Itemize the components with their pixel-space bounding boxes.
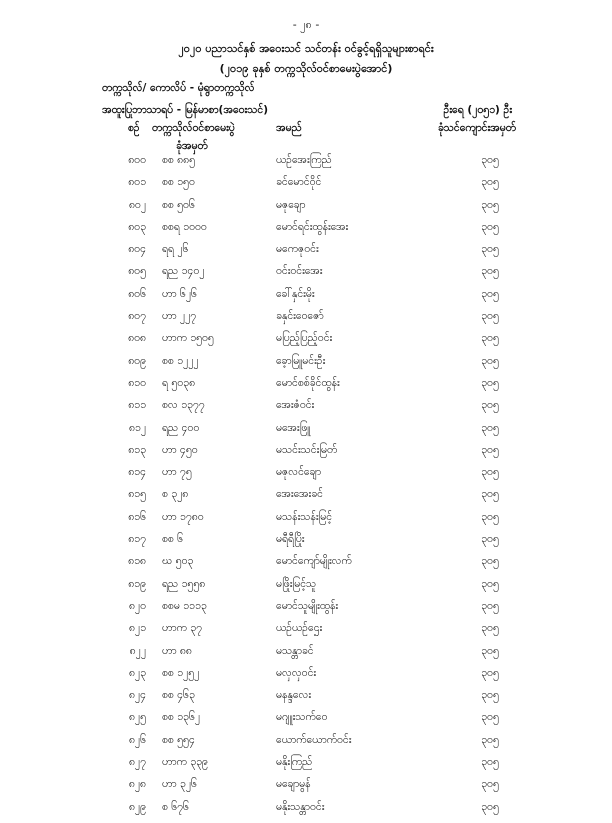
row-name: မလှလှဝင်း bbox=[276, 666, 317, 679]
row-number: ၈၁၉ bbox=[128, 577, 146, 590]
row-roll-number: ရည ၄၀၀ bbox=[162, 421, 200, 434]
row-name: အေးဇံဝင်း bbox=[276, 399, 315, 412]
row-number: ၈၂၆ bbox=[128, 733, 146, 746]
row-school-number: ၃၀၅ bbox=[481, 756, 499, 769]
faculty-label: တက္ကသိုလ်/ ကောလိပ် - မုံရွာတက္ကသိုလ် bbox=[102, 82, 255, 94]
row-school-number: ၃၀၅ bbox=[481, 577, 499, 590]
row-school-number: ၃၀၅ bbox=[481, 533, 499, 546]
row-number: ၈၀၈ bbox=[128, 332, 146, 345]
row-name: မောင်သူမျိုးထွန်း bbox=[276, 599, 339, 612]
row-roll-number: ဟာ ၁၇၈၀ bbox=[162, 510, 204, 523]
row-number: ၈၁၁ bbox=[128, 399, 146, 412]
row-number: ၈၀၃ bbox=[128, 220, 146, 233]
row-number: ၈၂၉ bbox=[128, 800, 146, 813]
row-roll-number: စစ ၈၈၅ bbox=[162, 154, 196, 166]
row-roll-number: ဟာက ၃၃၉ bbox=[162, 756, 208, 769]
list-item bbox=[0, 600, 612, 622]
row-school-number: ၃၀၅ bbox=[481, 332, 499, 345]
row-number: ၈၀၁ bbox=[128, 176, 146, 189]
list-item bbox=[0, 399, 612, 421]
row-number: ၈၁၈ bbox=[128, 555, 146, 568]
list-item bbox=[0, 377, 612, 399]
row-school-number: ၃၀၅ bbox=[481, 243, 499, 256]
list-item bbox=[0, 555, 612, 577]
row-number: ၈၀၂ bbox=[128, 198, 146, 211]
row-school-number: ၃၀၅ bbox=[481, 154, 499, 166]
row-name: ခနှင်းဝေဇော် bbox=[276, 310, 324, 323]
list-item bbox=[0, 622, 612, 644]
row-number: ၈၂၈ bbox=[128, 778, 146, 791]
row-school-number: ၃၀၅ bbox=[481, 176, 499, 189]
list-item bbox=[0, 488, 612, 510]
row-school-number: ၃၀၅ bbox=[481, 555, 499, 568]
row-name: မောင်ကျော်မျိုးလက် bbox=[276, 555, 352, 568]
row-roll-number: စစ ၁၂၅၂ bbox=[162, 666, 200, 679]
row-number: ၈၀၉ bbox=[128, 354, 146, 367]
row-school-number: ၃၀၅ bbox=[481, 800, 499, 813]
row-roll-number: ဟာ ၃၂၆ bbox=[162, 778, 197, 791]
row-name: မသင်းသင်းမြတ် bbox=[276, 443, 338, 456]
row-roll-number: စစရ ၁၀၀၀ bbox=[162, 220, 207, 233]
row-roll-number: ရ ၅၀၃၈ bbox=[162, 376, 196, 389]
row-roll-number: ဟာ ၇၅ bbox=[162, 466, 192, 479]
row-school-number: ၃၀၅ bbox=[481, 310, 499, 323]
row-number: ၈၂၂ bbox=[129, 644, 146, 657]
header-roll-number: ခုံအမှတ် bbox=[176, 140, 208, 152]
list-item bbox=[0, 778, 612, 800]
row-name: မချောမွန် bbox=[276, 778, 311, 791]
list-item bbox=[0, 310, 612, 332]
row-school-number: ၃၀၅ bbox=[481, 287, 499, 300]
row-name: မဂျူးသက်ဝေ bbox=[276, 711, 328, 724]
row-name: ခေ့ာမြူမင်းဦး bbox=[276, 354, 326, 367]
header-school: ခုံသင်ကျောင်းအမှတ် bbox=[437, 122, 516, 134]
row-name: မောင်ရင်းထွန်းအေး bbox=[276, 220, 349, 233]
row-school-number: ၃၀၅ bbox=[481, 644, 499, 657]
row-name: ယောက်ယောက်ဝင်း bbox=[276, 733, 352, 746]
list-item bbox=[0, 667, 612, 689]
row-school-number: ၃၀၅ bbox=[481, 778, 499, 791]
row-roll-number: ရည ၁၅၅၈ bbox=[162, 577, 206, 590]
list-item bbox=[0, 801, 612, 823]
row-roll-number: ဟာက ၃၇ bbox=[162, 622, 203, 635]
row-school-number: ၃၀၅ bbox=[481, 622, 499, 635]
row-roll-number: ရရ ၂၆ bbox=[162, 243, 189, 256]
list-item bbox=[0, 734, 612, 756]
row-name: မသန်းသန်းမြင့် bbox=[276, 510, 333, 523]
row-name: မနန္ဒလေး bbox=[276, 689, 312, 702]
row-name: မရီရီပြိုး bbox=[276, 533, 305, 546]
row-school-number: ၃၀၅ bbox=[481, 711, 499, 724]
row-school-number: ၃၀၅ bbox=[481, 599, 499, 612]
row-number: ၈၀၅ bbox=[128, 265, 146, 278]
row-roll-number: စစ ၁၂၂၂ bbox=[162, 354, 199, 367]
row-school-number: ၃၀၅ bbox=[481, 421, 499, 434]
row-school-number: ၃၀၅ bbox=[481, 399, 499, 412]
list-item bbox=[0, 265, 612, 287]
list-item bbox=[0, 332, 612, 354]
list-item bbox=[0, 355, 612, 377]
row-number: ၈၁၂ bbox=[128, 421, 146, 434]
list-item bbox=[0, 422, 612, 444]
row-roll-number: စစ ၆ bbox=[162, 533, 184, 546]
row-roll-number: ရည ၁၄၀၂ bbox=[162, 265, 205, 278]
count-label: ဦးရေ (၂၀၅၁) ဦး bbox=[443, 104, 512, 116]
list-item bbox=[0, 288, 612, 310]
row-school-number: ၃၀၅ bbox=[481, 198, 499, 211]
row-roll-number: စ ၆၇၆ bbox=[162, 800, 189, 813]
list-item bbox=[0, 689, 612, 711]
header-number: စဉ် bbox=[128, 122, 140, 134]
row-number: ၈၂၀ bbox=[128, 599, 146, 612]
row-roll-number: ဟာ ၂၂၇ bbox=[162, 310, 197, 323]
document-title: ၂၀၂၀ ပညာသင်နှစ် အဝေးသင် သင်တန်း ဝင်ခွင့်ရရှိသူများစာရင်း bbox=[178, 42, 434, 55]
row-school-number: ၃၀၅ bbox=[481, 488, 499, 501]
row-school-number: ၃၀၅ bbox=[481, 265, 499, 278]
list-item bbox=[0, 578, 612, 600]
row-number: ၈၁၄ bbox=[128, 466, 146, 479]
row-name: ခင်မောင်ဝိုင် bbox=[276, 176, 322, 189]
row-school-number: ၃၀၅ bbox=[481, 354, 499, 367]
row-school-number: ၃၀၅ bbox=[481, 376, 499, 389]
row-school-number: ၃၀၅ bbox=[481, 443, 499, 456]
results-list bbox=[0, 154, 612, 823]
row-name: မောင်စစ်ခိုင်ထွန်း bbox=[276, 376, 340, 389]
page-number: - ၂၈ - bbox=[292, 18, 320, 31]
row-roll-number: ဃ ၅၀၃ bbox=[162, 555, 194, 568]
row-name: ယဉ်အေးကြည် bbox=[276, 154, 332, 166]
row-roll-number: စစ ၅၀၆ bbox=[162, 198, 195, 211]
row-school-number: ၃၀၅ bbox=[481, 689, 499, 702]
row-name: မဇုလင်ချော bbox=[276, 466, 322, 479]
row-roll-number: စလ ၁၃၇၇ bbox=[162, 399, 205, 412]
row-name: မနိုးသန္တာဝင်း bbox=[276, 800, 325, 813]
list-item bbox=[0, 444, 612, 466]
row-name: မဖြိုးမြင့်သူ bbox=[276, 577, 317, 590]
row-school-number: ၃၀၅ bbox=[481, 466, 499, 479]
row-name: ခေါ်နှင်းမိုး bbox=[276, 287, 315, 300]
row-number: ၈၁၀ bbox=[128, 376, 146, 389]
row-name: မဇုချော bbox=[276, 198, 306, 211]
row-number: ၈၂၁ bbox=[128, 622, 146, 635]
row-roll-number: ဟာ ၈၈ bbox=[162, 644, 192, 657]
row-roll-number: ဟာ ၄၅၀ bbox=[162, 443, 198, 456]
row-school-number: ၃၀၅ bbox=[481, 666, 499, 679]
subject-label: အထူးပြုဘာသာရပ် - မြန်မာစာ(အဝေးသင်) bbox=[102, 104, 269, 116]
row-number: ၈၀၆ bbox=[128, 287, 146, 300]
row-roll-number: စ ၃၂၈ bbox=[162, 488, 189, 501]
row-roll-number: စစ ၅၅၄ bbox=[162, 733, 195, 746]
row-name: ဝင်းဝင်းအေး bbox=[276, 265, 323, 278]
header-name: အမည် bbox=[276, 122, 302, 134]
list-item bbox=[0, 243, 612, 265]
row-number: ၈၁၇ bbox=[128, 533, 146, 546]
list-item bbox=[0, 176, 612, 198]
row-roll-number: ဟာ ၆၂၆ bbox=[162, 287, 197, 300]
list-item bbox=[0, 645, 612, 667]
row-name: မကေဇုဝင်း bbox=[276, 243, 319, 256]
row-name: အေးအေးခင် bbox=[276, 488, 323, 501]
list-item bbox=[0, 199, 612, 221]
row-name: မနိုးကြည် bbox=[276, 756, 313, 769]
list-item bbox=[0, 533, 612, 555]
list-item bbox=[0, 756, 612, 778]
list-item bbox=[0, 711, 612, 733]
list-item bbox=[0, 221, 612, 243]
list-item bbox=[0, 511, 612, 533]
row-school-number: ၃၀၅ bbox=[481, 733, 499, 746]
header-roll: တက္ကသိုလ်ဝင်စာမေးပွဲ bbox=[152, 122, 235, 134]
row-number: ၈၀၄ bbox=[128, 243, 146, 256]
row-roll-number: စစ ၁၃၆၂ bbox=[162, 711, 201, 724]
document-subtitle: (၂၀၁၉ ခုနှစ် တက္ကသိုလ်ဝင်စာမေးပွဲအောင်) bbox=[219, 62, 393, 75]
row-number: ၈၁၅ bbox=[128, 488, 146, 501]
list-item bbox=[0, 154, 612, 176]
row-school-number: ၃၀၅ bbox=[481, 220, 499, 233]
row-name: မသန္တာခင် bbox=[276, 644, 314, 657]
row-roll-number: စစမ ၁၁၁၃ bbox=[162, 599, 207, 612]
row-name: မအေးဖြူ bbox=[276, 421, 311, 434]
row-roll-number: ဟာက ၁၅၀၅ bbox=[162, 332, 214, 345]
row-number: ၈၁၃ bbox=[128, 443, 146, 456]
row-number: ၈၂၃ bbox=[128, 666, 146, 679]
row-school-number: ၃၀၅ bbox=[481, 510, 499, 523]
row-number: ၈၂၇ bbox=[128, 756, 146, 769]
row-number: ၈၂၅ bbox=[128, 711, 146, 724]
row-number: ၈၀၇ bbox=[128, 310, 146, 323]
row-number: ၈၂၄ bbox=[128, 689, 146, 702]
row-roll-number: စစ ၄၆၃ bbox=[162, 689, 195, 702]
row-name: မပြည့်ပြည့်ဝင်း bbox=[276, 332, 333, 345]
row-number: ၈၁၆ bbox=[128, 510, 146, 523]
row-name: ယဉ်ယဉ်ဌေး bbox=[276, 622, 323, 635]
list-item bbox=[0, 466, 612, 488]
row-roll-number: စစ ၁၅၀ bbox=[162, 176, 195, 189]
row-number: ၈၀၀ bbox=[128, 154, 146, 166]
